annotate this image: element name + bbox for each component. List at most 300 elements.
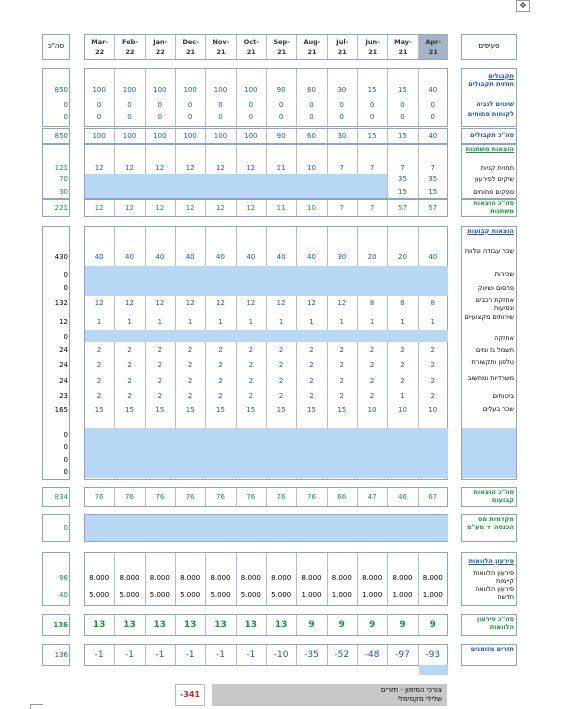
- cell-value: 0: [309, 113, 314, 121]
- variable-sum-cell: 12: [125, 204, 134, 212]
- cell-value: 2: [278, 392, 284, 400]
- cell-value: 40: [307, 253, 316, 261]
- cell-value: 8.000: [119, 574, 140, 582]
- variable-sum-cell: 12: [185, 204, 195, 212]
- cell-value: 2: [430, 392, 436, 400]
- loans-sum-cell: 13: [183, 620, 197, 630]
- month-year: 21: [246, 48, 256, 56]
- surplus-cell: -52: [334, 650, 350, 660]
- month-year: 22: [125, 48, 135, 56]
- row-total: 121: [54, 164, 68, 172]
- fixed-sum-cell: 46: [398, 493, 407, 501]
- cell-value: 1: [248, 318, 254, 326]
- revenue-sum-cell: 100: [92, 132, 106, 140]
- loans-sum-cell: 13: [214, 620, 227, 630]
- cell-value: 2: [400, 377, 405, 385]
- surplus-cell: -93: [425, 650, 441, 660]
- variable-sum-total: 221: [54, 204, 68, 212]
- cell-value: 15: [155, 406, 165, 414]
- blue-band: [85, 330, 448, 342]
- fixed-sum-cell: 76: [216, 493, 225, 501]
- header-divider: [236, 35, 237, 59]
- revenue-sum-cell: 100: [183, 132, 197, 140]
- loans-sum-cell: 13: [123, 620, 136, 630]
- cell-value: 2: [96, 361, 102, 369]
- cell-value: 15: [428, 188, 438, 196]
- header-divider: [205, 35, 206, 59]
- cell-value: 0: [400, 113, 405, 121]
- cell-value: 2: [127, 346, 132, 354]
- cell-value: 1.000: [392, 591, 413, 599]
- cell-value: 8: [430, 299, 436, 307]
- row-total: 30: [59, 188, 68, 196]
- loans-sum-cell: 9: [338, 620, 345, 630]
- cell-value: 2: [157, 346, 163, 354]
- cell-value: 8: [400, 299, 405, 307]
- variable-title: הוצאות משתנות: [465, 145, 514, 153]
- row-label: לקוחות פתוחים: [467, 110, 514, 118]
- cell-value: 12: [276, 299, 286, 307]
- row-total: 40: [59, 591, 68, 599]
- cell-value: 5.000: [210, 591, 231, 599]
- cell-value: 8.000: [149, 574, 170, 582]
- cell-value: 10: [367, 406, 377, 414]
- header-divider: [357, 35, 358, 59]
- month-name: Mar-: [91, 38, 109, 46]
- cell-value: 2: [309, 346, 314, 354]
- cell-value: 12: [185, 299, 195, 307]
- month-header[interactable]: [237, 35, 266, 59]
- cell-value: 35: [398, 175, 407, 183]
- cell-value: 30: [337, 253, 347, 261]
- month-year: 21: [277, 48, 287, 56]
- cell-value: 5.000: [89, 591, 110, 599]
- cell-value: 100: [153, 86, 167, 94]
- cell-value: 2: [339, 392, 345, 400]
- row-label: אחזקת רכבים ונסיעות: [475, 296, 514, 312]
- row-total: 70: [59, 175, 68, 183]
- fixed-sum-cell: 76: [276, 493, 286, 501]
- cell-value: 8: [369, 299, 375, 307]
- cell-value: 7: [369, 164, 375, 172]
- surplus-cell: -35: [304, 650, 319, 660]
- cell-value: 2: [430, 377, 436, 385]
- cell-value: 2: [157, 392, 163, 400]
- cell-value: 1.000: [422, 591, 443, 599]
- cell-value: 2: [248, 377, 254, 385]
- cell-value: 1: [218, 318, 223, 326]
- cell-value: 8.000: [422, 574, 443, 582]
- month-year: 22: [155, 48, 165, 56]
- loans-title: פירעון הלוואות: [468, 557, 514, 565]
- cell-value: 2: [157, 361, 163, 369]
- cell-value: 2: [248, 346, 254, 354]
- row-total: 165: [54, 406, 68, 414]
- month-name: Dec-: [182, 38, 199, 46]
- row-label: סה"כ הוצאות משתנות: [473, 199, 514, 215]
- header-divider: [387, 35, 388, 59]
- cell-value: 8.000: [301, 574, 322, 582]
- cell-value: 2: [127, 377, 132, 385]
- row-label: פרסום ושיווק: [477, 284, 514, 292]
- cell-value: 2: [278, 361, 284, 369]
- cell-value: 2: [187, 361, 193, 369]
- cell-value: 20: [398, 253, 407, 261]
- loans-sum-cell: 13: [274, 620, 288, 630]
- cell-value: 15: [125, 406, 134, 414]
- revenue-sum-cell: 90: [276, 132, 286, 140]
- cell-value: 5.000: [240, 591, 261, 599]
- cell-value: 0: [96, 113, 102, 121]
- cell-value: 15: [94, 406, 104, 414]
- cell-value: 8.000: [271, 574, 292, 582]
- revenue-sum-cell: 15: [398, 132, 407, 140]
- row-label: שיקים לפירעון: [475, 175, 514, 183]
- cell-value: 100: [92, 86, 106, 94]
- cell-value: 1: [430, 318, 436, 326]
- row-total: 0: [63, 456, 68, 464]
- loans-sum-cell: 13: [244, 620, 258, 630]
- row-label: ביטוחים: [492, 392, 514, 400]
- cell-value: 2: [218, 361, 223, 369]
- month-name: Apr-: [425, 38, 442, 46]
- row-label: שכר בעלים: [482, 405, 514, 413]
- cell-value: 2: [339, 377, 345, 385]
- cell-value: 1: [278, 318, 284, 326]
- cell-value: 100: [213, 86, 228, 94]
- row-total: 850: [54, 86, 68, 94]
- cell-value: 11: [276, 164, 286, 172]
- cell-value: 15: [398, 188, 407, 196]
- cell-value: 12: [155, 299, 165, 307]
- row-total: 0: [63, 443, 68, 451]
- cell-value: 15: [337, 406, 347, 414]
- cell-value: 35: [428, 175, 438, 183]
- cell-value: 100: [122, 86, 137, 94]
- row-total: 23: [59, 392, 68, 400]
- revenue-sum-total: 850: [54, 132, 68, 140]
- cell-value: 12: [246, 299, 256, 307]
- row-label: טלפון ותקשורת: [471, 358, 514, 366]
- row-label: סה"כ תקבולים: [469, 131, 514, 139]
- cell-value: 0: [218, 101, 223, 109]
- revenue-sum-cell: 100: [244, 132, 258, 140]
- cell-value: 0: [278, 101, 284, 109]
- header-items-label: סעיפים: [478, 42, 500, 50]
- row-label: מקדמות מס הכנסה + מע"מ: [466, 515, 514, 531]
- cell-value: 12: [94, 164, 104, 172]
- cell-value: 2: [96, 392, 102, 400]
- surplus-cell: -1: [94, 650, 104, 660]
- cell-value: 12: [185, 164, 195, 172]
- cell-value: 7: [430, 164, 436, 172]
- month-year: 21: [307, 48, 317, 56]
- cell-value: 0: [187, 101, 193, 109]
- cell-value: 15: [216, 406, 225, 414]
- cell-value: 2: [187, 392, 193, 400]
- cell-value: 2: [369, 346, 375, 354]
- cell-value: 40: [155, 253, 165, 261]
- cell-value: 0: [157, 101, 163, 109]
- cell-value: 0: [96, 101, 102, 109]
- month-name: Aug-: [303, 38, 321, 46]
- cell-value: 0: [430, 101, 436, 109]
- surplus-cell: -1: [125, 650, 134, 660]
- cell-value: 8.000: [362, 574, 383, 582]
- cell-value: 1: [369, 318, 375, 326]
- row-label: שכירות: [494, 270, 514, 278]
- cell-value: 12: [216, 164, 225, 172]
- cell-value: 2: [339, 346, 345, 354]
- cell-value: 10: [307, 164, 316, 172]
- variable-sum-cell: 11: [276, 204, 286, 212]
- month-name: Feb-: [122, 38, 138, 46]
- cell-value: 2: [400, 361, 405, 369]
- cell-value: 12: [216, 299, 225, 307]
- month-year: 21: [368, 48, 378, 56]
- cell-value: 0: [339, 101, 345, 109]
- cell-value: 2: [430, 346, 436, 354]
- row-label: סה"כ פירעון הלוואות: [476, 615, 514, 631]
- row-label: פירעון הלוואה חדשה: [475, 585, 514, 601]
- month-year: 21: [337, 48, 347, 56]
- row-total: 0: [63, 284, 68, 292]
- cell-value: 30: [337, 86, 347, 94]
- footer-label-line1: צורכי המימון - תזרים: [380, 686, 442, 694]
- row-label: ספקים פתוחים: [473, 188, 514, 196]
- cell-value: 7: [400, 164, 405, 172]
- variable-sum-cell: 7: [369, 204, 375, 212]
- cell-value: 15: [276, 406, 286, 414]
- month-year: 22: [95, 48, 105, 56]
- cell-value: 8.000: [331, 574, 352, 582]
- cell-value: 2: [309, 392, 314, 400]
- cell-value: 100: [244, 86, 258, 94]
- month-year: 21: [216, 48, 226, 56]
- cell-value: 1: [157, 318, 163, 326]
- month-header[interactable]: [358, 35, 387, 59]
- cell-value: 1.000: [301, 591, 322, 599]
- cell-value: 100: [183, 86, 197, 94]
- cell-value: 2: [248, 392, 254, 400]
- cell-value: 2: [187, 346, 193, 354]
- row-total: 12: [59, 318, 68, 326]
- fixed-sum-cell: 76: [307, 493, 316, 501]
- cell-value: 1: [96, 318, 102, 326]
- surplus-cell: -1: [215, 650, 225, 660]
- cell-value: 2: [187, 377, 193, 385]
- row-total: 0: [63, 101, 68, 109]
- row-label: אחזקה: [494, 334, 514, 342]
- month-header[interactable]: [297, 35, 326, 59]
- loans-sum-cell: 9: [308, 620, 315, 630]
- month-header[interactable]: [146, 35, 175, 59]
- cell-value: 1.000: [331, 591, 352, 599]
- cell-value: 2: [339, 361, 345, 369]
- header-divider: [327, 35, 328, 59]
- surplus-cell: -1: [185, 650, 195, 660]
- cell-value: 1: [400, 392, 405, 400]
- cell-value: 0: [400, 101, 405, 109]
- cell-value: 15: [367, 86, 377, 94]
- fixed-sum-cell: 47: [367, 493, 377, 501]
- cell-value: 2: [96, 346, 102, 354]
- month-header[interactable]: [388, 35, 417, 59]
- cell-value: 40: [428, 253, 438, 261]
- cell-value: 40: [246, 253, 256, 261]
- row-label: שינוים לגביה: [476, 100, 514, 108]
- row-label: תחזית קניות: [480, 164, 514, 172]
- cell-value: 40: [185, 253, 195, 261]
- loans-sum-total: 136: [53, 621, 68, 629]
- header-divider: [145, 35, 146, 59]
- cell-value: 1.000: [362, 591, 383, 599]
- move-handle-icon[interactable]: ✥: [516, 0, 530, 12]
- corner-marker: [30, 704, 43, 709]
- month-year: 21: [186, 48, 196, 56]
- fixed-sum-cell: 66: [337, 493, 347, 501]
- cell-value: 15: [398, 86, 407, 94]
- cell-value: 5.000: [180, 591, 201, 599]
- cell-value: 0: [127, 101, 132, 109]
- cell-value: 5.000: [119, 591, 140, 599]
- row-label: תחזית תקבולים: [468, 80, 514, 88]
- row-total: 24: [59, 346, 68, 354]
- month-year: 21: [428, 48, 438, 56]
- cell-value: 1: [187, 318, 193, 326]
- month-name: Sep-: [273, 38, 290, 46]
- blue-band: [85, 428, 448, 478]
- cell-value: 2: [278, 346, 284, 354]
- month-header[interactable]: [328, 35, 357, 59]
- cell-value: 8.000: [89, 574, 110, 582]
- cell-value: 8.000: [180, 574, 201, 582]
- fixed-sum-cell: 67: [428, 493, 438, 501]
- loans-sum-cell: 9: [369, 620, 376, 630]
- cell-value: 2: [369, 392, 375, 400]
- month-year: 21: [398, 48, 408, 56]
- cell-value: 40: [276, 253, 286, 261]
- cell-value: 2: [127, 392, 132, 400]
- header-total-label: סה"כ: [47, 42, 65, 50]
- variable-sum-cell: 10: [307, 204, 316, 212]
- cell-value: 12: [125, 299, 134, 307]
- loans-sum-cell: 13: [92, 620, 106, 630]
- month-header[interactable]: [115, 35, 144, 59]
- cell-value: 12: [246, 164, 256, 172]
- row-total: 0: [63, 333, 68, 341]
- row-total: 0: [63, 113, 68, 121]
- cell-value: 90: [276, 86, 286, 94]
- footer-value: -341: [179, 690, 201, 699]
- cell-value: 2: [369, 361, 375, 369]
- header-divider: [296, 35, 297, 59]
- cell-value: 0: [278, 113, 284, 121]
- row-label: שירותים מקצועיים: [464, 313, 514, 321]
- revenue-sum-cell: 100: [213, 132, 228, 140]
- month-header[interactable]: [176, 35, 205, 59]
- row-total: 430: [54, 253, 68, 261]
- fixed-sum-cell: 76: [155, 493, 165, 501]
- revenue-sum-cell: 100: [153, 132, 167, 140]
- cell-value: 0: [218, 113, 223, 121]
- blue-band: [85, 266, 448, 296]
- header-divider: [266, 35, 267, 59]
- header-divider: [418, 35, 419, 59]
- month-header[interactable]: [206, 35, 235, 59]
- cell-value: 12: [155, 164, 165, 172]
- revenue-sum-cell: 15: [367, 132, 377, 140]
- blue-band: [85, 515, 448, 541]
- revenue-sum-cell: 30: [337, 132, 347, 140]
- row-label: שכר עבודה ונלוות: [464, 247, 514, 255]
- fixed-sum-total: 834: [54, 493, 68, 501]
- tax-total: 0: [63, 524, 68, 532]
- loans-sum-cell: 9: [429, 620, 436, 630]
- cell-value: 2: [430, 361, 436, 369]
- row-total: 0: [63, 468, 68, 476]
- cell-value: 2: [96, 377, 102, 385]
- cell-value: 0: [369, 101, 375, 109]
- fixed-sum-cell: 76: [125, 493, 134, 501]
- month-name: May-: [394, 38, 412, 46]
- cell-value: 10: [398, 406, 407, 414]
- revenue-title: תקבולים: [488, 72, 514, 80]
- fixed-sum-cell: 76: [185, 493, 195, 501]
- cell-value: 12: [94, 299, 104, 307]
- cell-value: 0: [187, 113, 193, 121]
- row-total: 24: [59, 377, 68, 385]
- cell-value: 2: [218, 346, 223, 354]
- month-header[interactable]: [419, 35, 448, 59]
- cell-value: 2: [400, 346, 405, 354]
- cell-value: 2: [127, 361, 132, 369]
- row-label: סה"כ הוצאות קבועות: [473, 488, 514, 504]
- cell-value: 40: [216, 253, 225, 261]
- surplus-cell: -1: [155, 650, 165, 660]
- cell-value: 0: [157, 113, 163, 121]
- fixed-title: הוצאות קבועות: [467, 227, 514, 235]
- row-total: 96: [59, 574, 68, 582]
- cell-value: 1: [309, 318, 314, 326]
- fixed-sum-cell: 76: [246, 493, 256, 501]
- month-header[interactable]: [85, 35, 114, 59]
- variable-sum-cell: 12: [216, 204, 225, 212]
- month-name: Jan-: [153, 38, 168, 46]
- blue-band-label: [462, 428, 516, 478]
- blue-band: [85, 174, 387, 198]
- variable-sum-cell: 12: [246, 204, 256, 212]
- cell-value: 0: [248, 101, 254, 109]
- cell-value: 15: [307, 406, 316, 414]
- cell-value: 2: [309, 377, 314, 385]
- header-divider: [114, 35, 115, 59]
- revenue-sum-cell: 40: [428, 132, 438, 140]
- cell-value: 15: [185, 406, 195, 414]
- cell-value: 40: [125, 253, 134, 261]
- surplus-cell: -97: [395, 650, 410, 660]
- surplus-cell: -10: [273, 650, 289, 660]
- variable-sum-cell: 12: [94, 204, 104, 212]
- cell-value: 2: [369, 377, 375, 385]
- month-header[interactable]: [267, 35, 296, 59]
- month-name: Oct-: [243, 38, 259, 46]
- surplus-cell: -48: [364, 650, 380, 660]
- loans-sum-cell: 13: [153, 620, 167, 630]
- row-total: 132: [54, 299, 68, 307]
- revenue-sum-cell: 60: [307, 132, 316, 140]
- cell-value: 0: [369, 113, 375, 121]
